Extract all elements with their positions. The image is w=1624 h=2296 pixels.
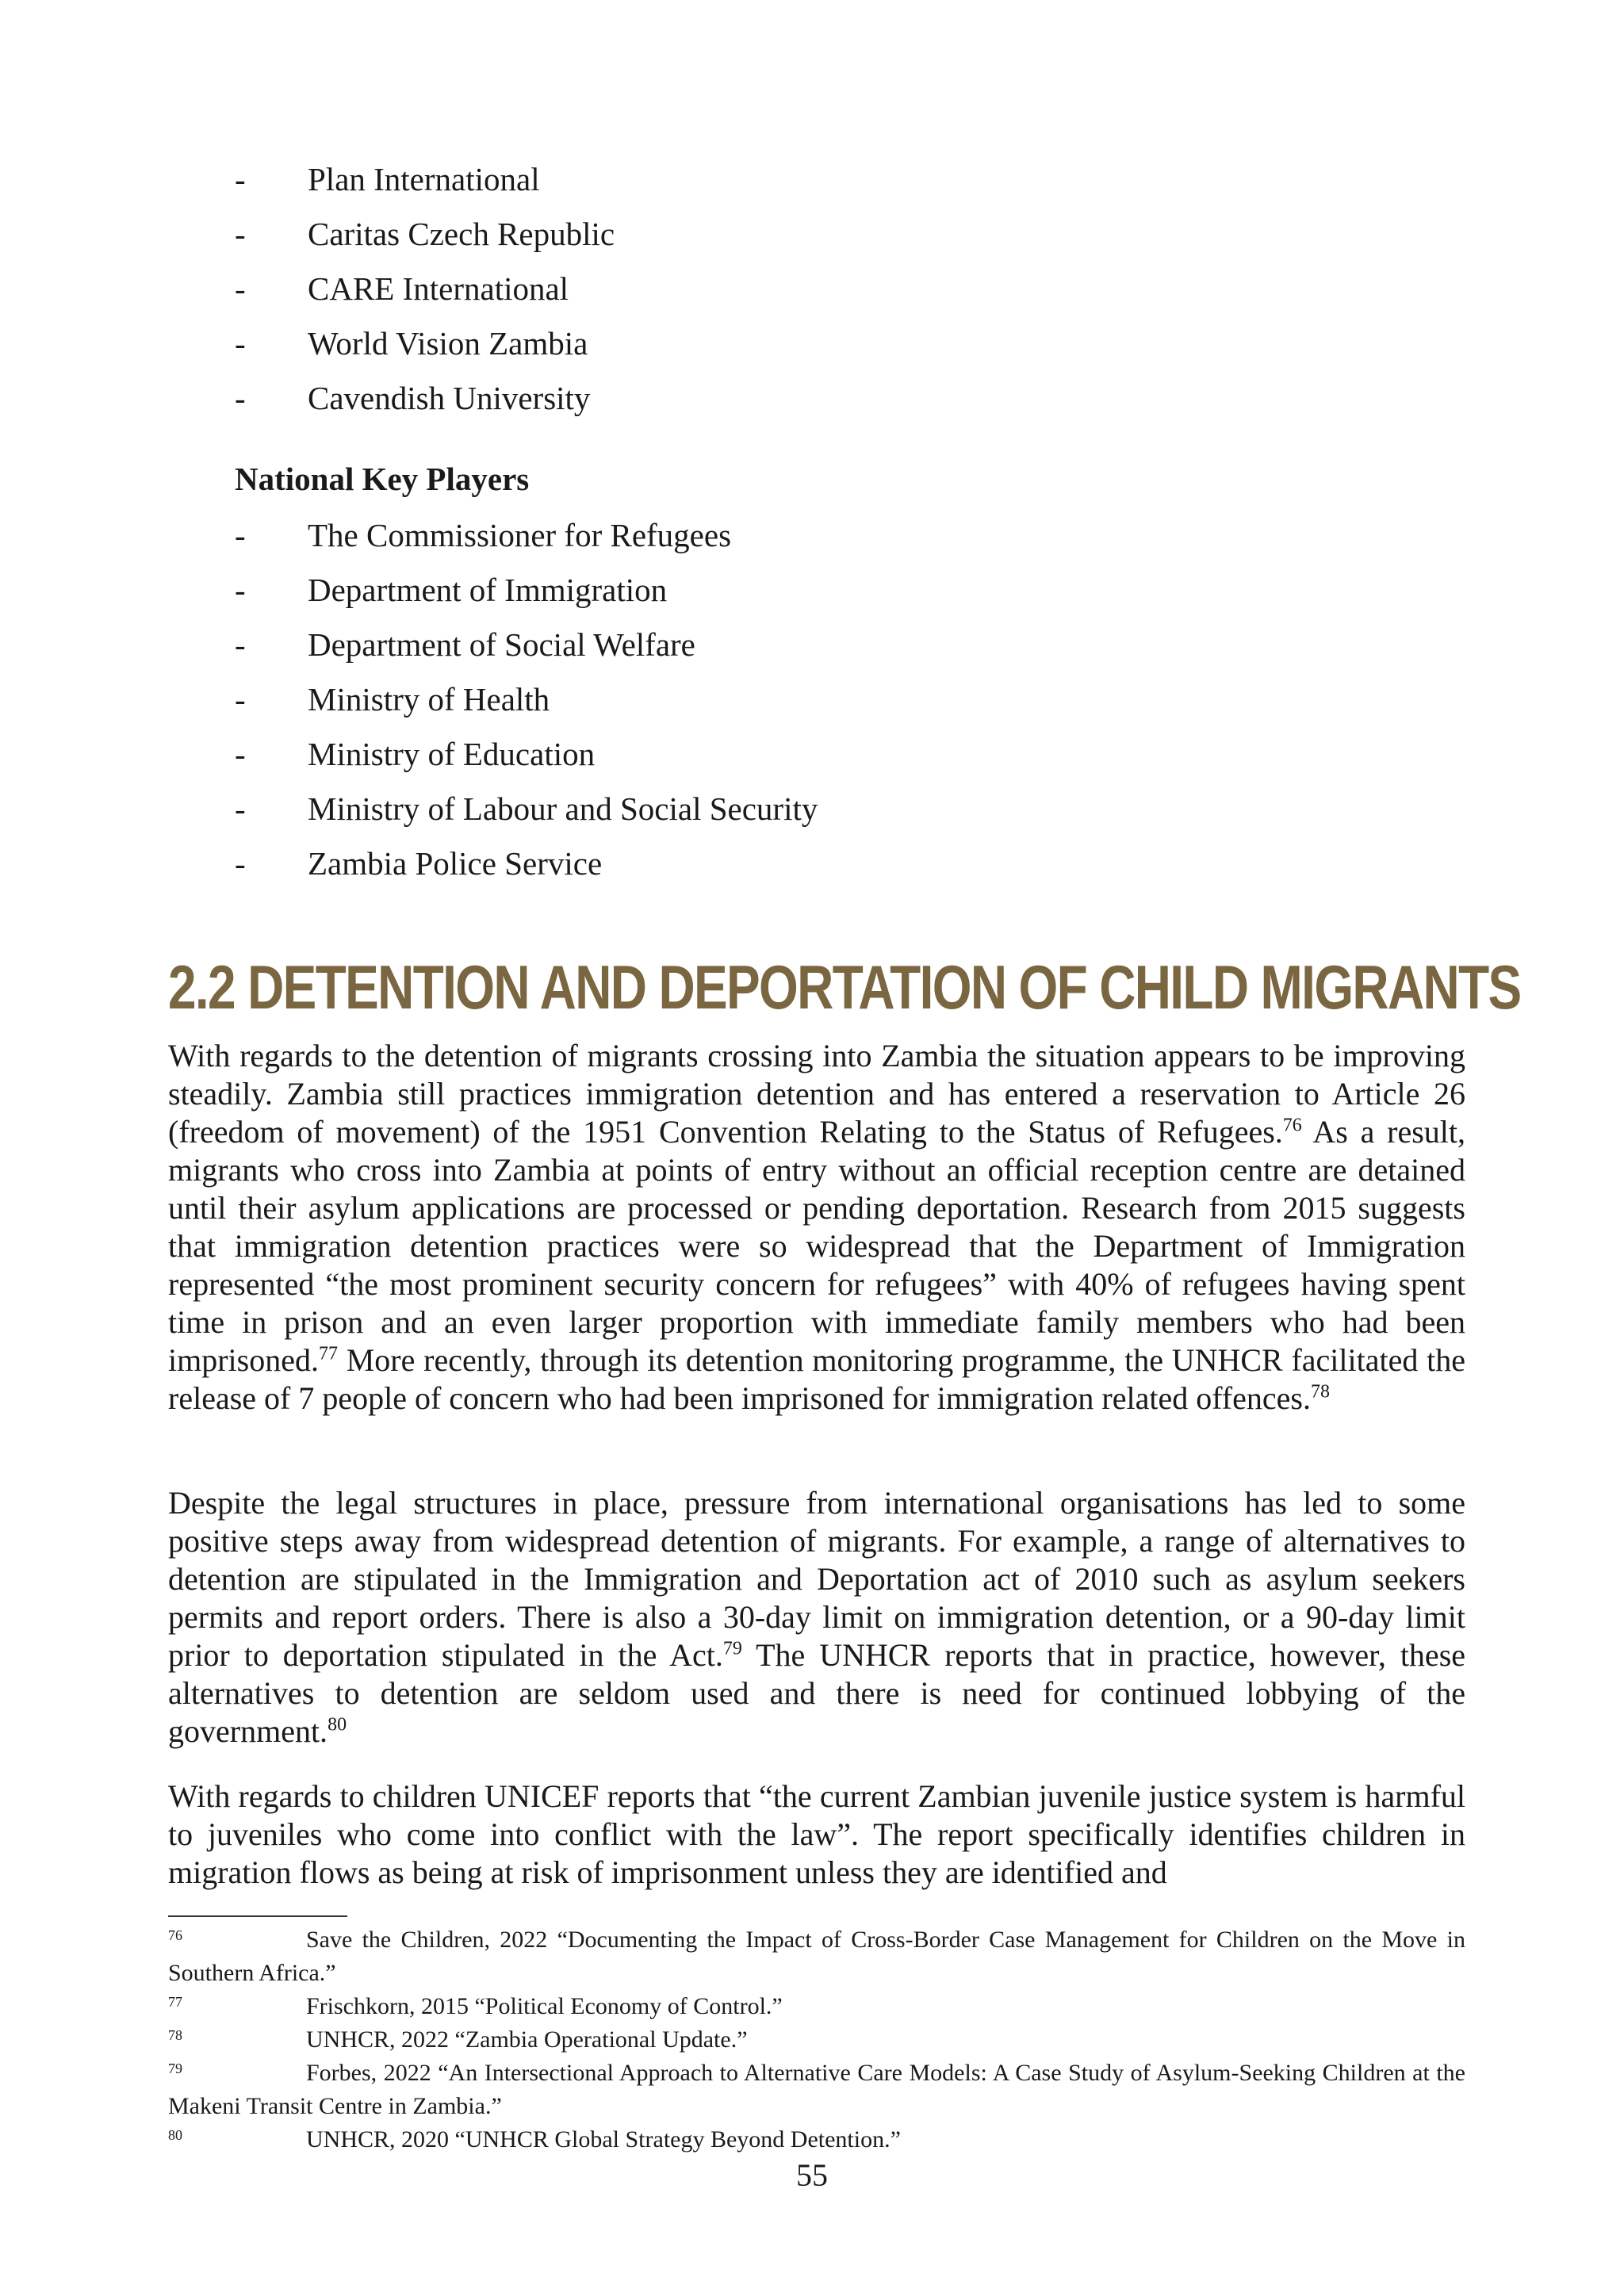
body-paragraph [168,1484,1465,1751]
body-paragraph [168,1037,1465,1418]
footnote [168,2123,1465,2156]
national-key-players-list [235,508,1345,891]
list-item-label: Ministry of Labour and Social Security [308,790,818,827]
paragraph-text: With regards to children UNICEF reports that “the current Zambian juvenile justice system is harmful to juveniles who come into conflict with the law”. The report specifically identifies children in migration flows as being at risk of imprisonment unless they are identified and [168,1778,1465,1890]
footnote-number: 80 [168,2127,182,2143]
footnote [168,1990,1465,2023]
footnote-text: Forbes, 2022 “An Intersectional Approach to Alternative Care Models: A Case Study of Asylum-Seeking Children at the Makeni Transit Centre in Zambia.” [168,2060,1465,2119]
paragraph-text: With regards to the detention of migrants crossing into Zambia the situation appears to be improving steadily. Zambia still practices immigration detention and has entered a reservation to Article 26 (freedom of movement) of the 1951 Convention Relating to the Status of Refugees. [168,1038,1465,1150]
list-item [235,836,1345,891]
footnote-reference: 80 [327,1714,347,1735]
list-item [235,782,1345,836]
list-item [235,207,1345,262]
list-marker: - [235,270,246,307]
footnote-text: Save the Children, 2022 “Documenting the Impact of Cross-Border Case Management for Children on the Move in Southern Africa.” [168,1927,1465,1986]
footnote-number: 79 [168,2061,182,2076]
list-item [235,152,1345,207]
footnote-divider [168,1915,347,1917]
list-marker: - [235,572,246,608]
footnote-number: 77 [168,1994,182,2010]
list-item-label: Cavendish University [308,380,591,416]
paragraph-text: The UNHCR reports that in practice, however, these alternatives to detention are seldom used and there is need for continued lobbying of the government. [168,1637,1466,1749]
body-paragraph [168,1777,1465,1892]
list-item [235,262,1345,316]
list-item [235,618,1345,672]
footnote-reference: 79 [722,1638,742,1659]
list-marker: - [235,325,246,362]
organizations-list [235,152,1345,426]
list-item-label: Department of Immigration [308,572,668,608]
list-marker: - [235,380,246,416]
list-item-label: CARE International [308,270,569,307]
list-item [235,316,1345,371]
list-item-label: Zambia Police Service [308,845,603,882]
list-item [235,508,1345,563]
list-marker: - [235,216,246,252]
list-item [235,563,1345,618]
footnote-number: 78 [168,2027,182,2043]
list-item-label: World Vision Zambia [308,325,588,362]
footnote [168,1923,1465,1990]
list-marker: - [235,790,246,827]
list-marker: - [235,626,246,663]
paragraph-text: As a result, migrants who cross into Zambia at points of entry without an official reception centre are detained until their asylum applications are processed or pending deportation. Research from 2015 suggests that immigration detention practices were so widespread that the Department of Immigration represented “the most prominent security concern for refugees” with 40% of refugees having spent time in prison and an even larger proportion with immediate family members who had been imprisoned. [168,1114,1465,1378]
list-item-label: Caritas Czech Republic [308,216,615,252]
footnote-text: Frischkorn, 2015 “Political Economy of Control.” [306,1993,783,2019]
list-item-label: Ministry of Education [308,736,596,772]
list-marker: - [235,161,246,197]
footnotes [168,1923,1465,2156]
footnote-text: UNHCR, 2020 “UNHCR Global Strategy Beyond Detention.” [306,2126,901,2152]
list-item-label: Department of Social Welfare [308,626,695,663]
paragraph-text: Despite the legal structures in place, pressure from international organisations has led to some positive steps away from widespread detention of migrants. For example, a range of alternatives to detention are stipulated in the Immigration and Deportation act of 2010 such as asylum seekers permits and report orders. There is also a 30-day limit on immigration detention, or a 90-day limit prior to deportation stipulated in the Act. [168,1485,1465,1673]
list-marker: - [235,736,246,772]
paragraph-text: More recently, through its detention monitoring programme, the UNHCR facilitated the release of 7 people of concern who had been imprisoned for immigration related offences. [168,1342,1465,1416]
list-item [235,371,1345,426]
footnote-reference: 77 [318,1343,338,1364]
footnote-number: 76 [168,1927,182,1943]
footnote [168,2057,1465,2123]
list-marker: - [235,845,246,882]
national-key-players-heading: National Key Players [235,461,530,497]
list-item [235,672,1345,727]
list-item [235,727,1345,782]
footnote-text: UNHCR, 2022 “Zambia Operational Update.” [306,2026,748,2053]
footnote-reference: 78 [1310,1381,1330,1402]
list-item-label: Plan International [308,161,540,197]
list-marker: - [235,681,246,718]
section-title: 2.2 DETENTION AND DEPORTATION OF CHILD MIGRANTS [168,952,1521,1022]
list-marker: - [235,517,246,553]
page-number: 55 [796,2157,828,2193]
footnote-reference: 76 [1282,1115,1302,1136]
footnote [168,2023,1465,2057]
list-item-label: Ministry of Health [308,681,550,718]
list-item-label: The Commissioner for Refugees [308,517,732,553]
